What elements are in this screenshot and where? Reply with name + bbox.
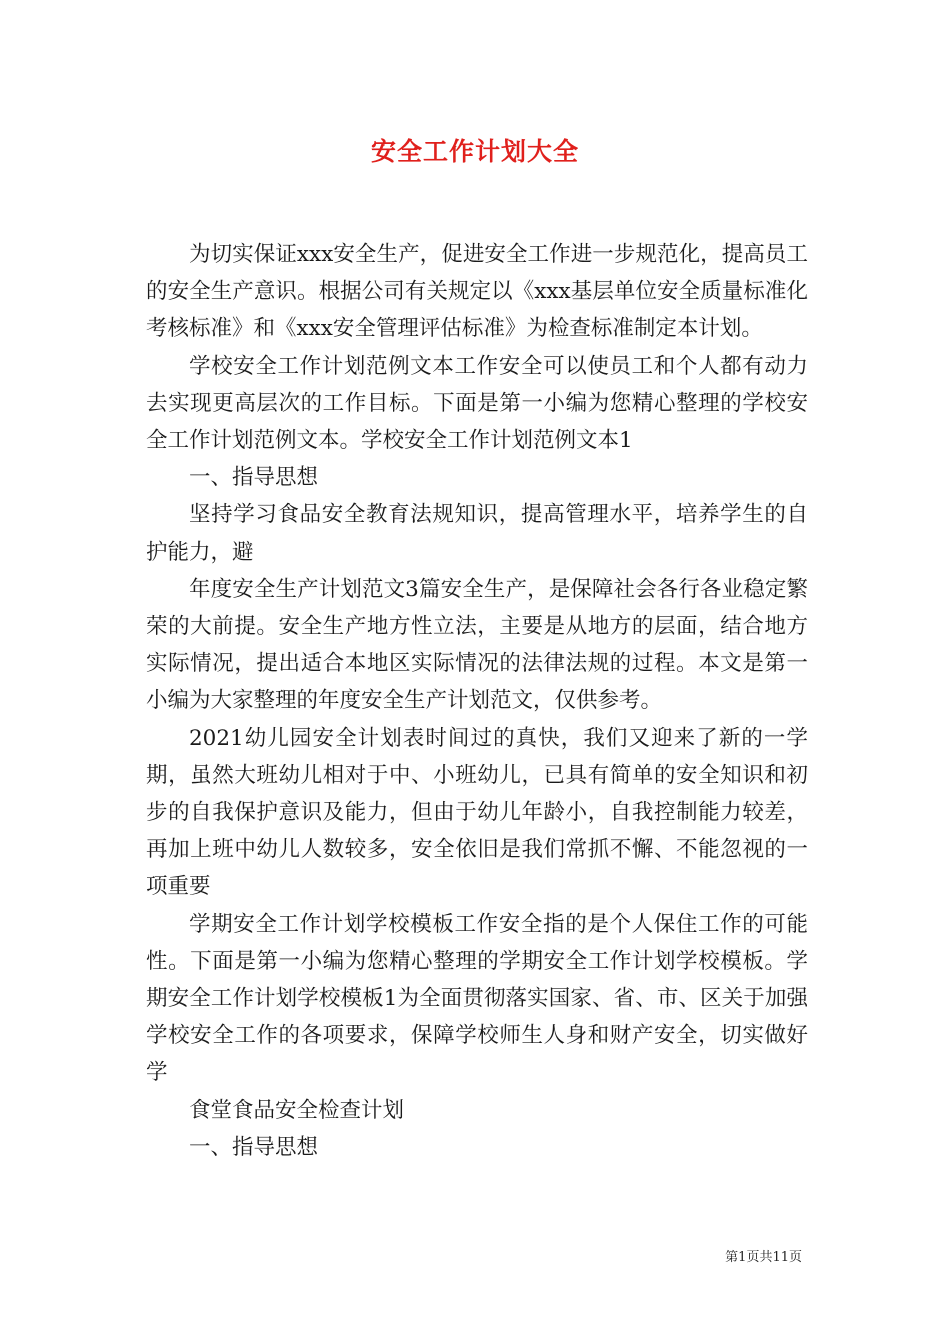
section-heading: 一、指导思想 xyxy=(189,1134,319,1160)
section-heading: 一、指导思想 xyxy=(189,465,319,491)
paragraph: 为切实保证xxx安全生产，促进安全工作进一步规范化，提高员工的安全生产意识。根据公司有关规定以《xxx基层单位安全质量标准化考核标准》和《xxx安全管理评估标准》为检查标准制定本计划。 xyxy=(146,242,808,342)
page-number: 第1页共11页 xyxy=(725,1250,802,1265)
paragraph: 2021幼儿园安全计划表时间过的真快，我们又迎来了新的一学期，虽然大班幼儿相对于中、小班幼儿，已具有简单的安全知识和初步的自我保护意识及能力，但由于幼儿年龄小，自我控制能力较差，再加上班中幼儿人数较多，安全依旧是我们常抓不懈、不能忽视的一项重要 xyxy=(146,725,808,900)
section-heading: 食堂食品安全检查计划 xyxy=(189,1097,405,1123)
paragraph: 年度安全生产计划范文3篇安全生产，是保障社会各行各业稳定繁荣的大前提。安全生产地方性立法，主要是从地方的层面，结合地方实际情况，提出适合本地区实际情况的法律法规的过程。本文是第一小编为大家整理的年度安全生产计划范文，仅供参考。 xyxy=(146,576,808,714)
paragraph: 学期安全工作计划学校模板工作安全指的是个人保住工作的可能性。下面是第一小编为您精心整理的学期安全工作计划学校模板。学期安全工作计划学校模板1为全面贯彻落实国家、省、市、区关于加强学校安全工作的各项要求，保障学校师生人身和财产安全，切实做好学 xyxy=(146,911,808,1086)
paragraph: 学校安全工作计划范例文本工作安全可以使员工和个人都有动力去实现更高层次的工作目标。下面是第一小编为您精心整理的学校安全工作计划范例文本。学校安全工作计划范例文本1 xyxy=(146,353,808,454)
paragraph: 坚持学习食品安全教育法规知识，提高管理水平，培养学生的自护能力，避 xyxy=(146,502,808,565)
document-body xyxy=(146,236,808,1166)
document-title: 安全工作计划大全 xyxy=(370,137,579,166)
